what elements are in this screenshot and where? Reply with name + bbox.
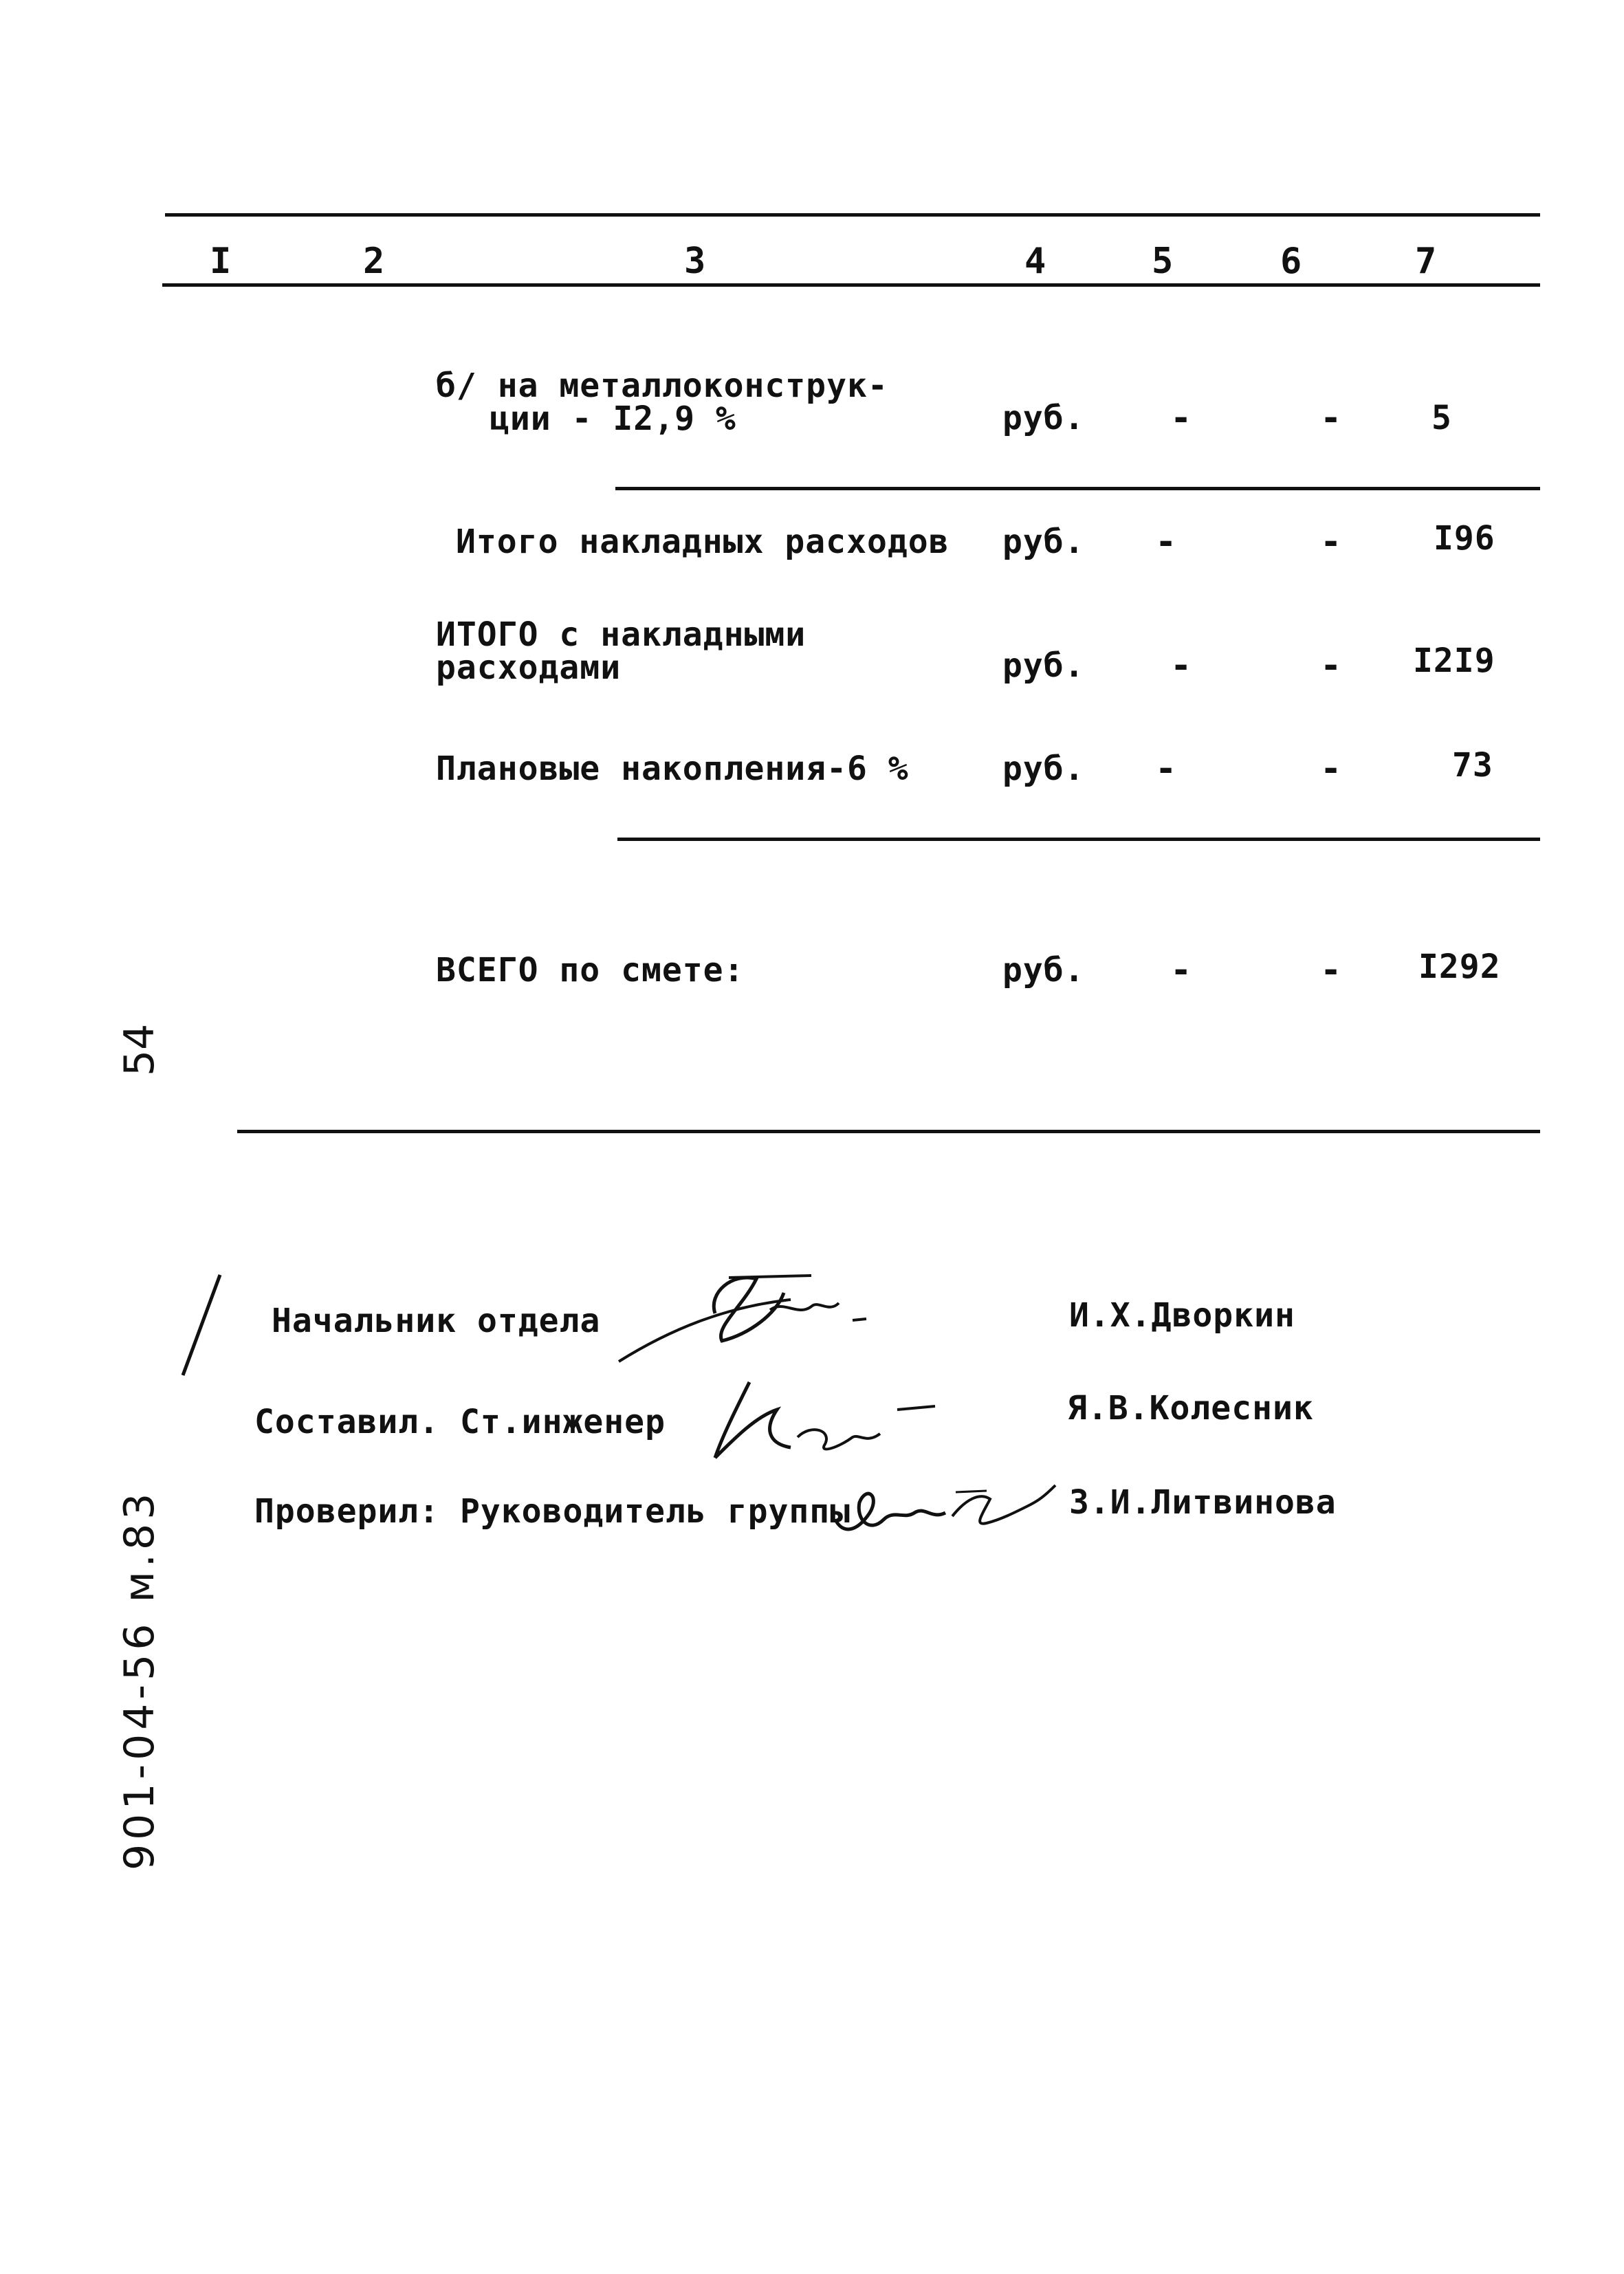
row-col6: - (1320, 950, 1342, 991)
row-name-line2: расходами (436, 648, 622, 687)
signature-role-2: Составил. Ст.инженер (254, 1403, 666, 1441)
row-col5: - (1170, 950, 1192, 991)
row-col6: - (1320, 521, 1342, 562)
row-name-line1: Плановые накопления-6 % (436, 750, 909, 788)
column-header-5: 5 (1152, 241, 1174, 282)
signature-role-3: Проверил: Руководитель группы (254, 1492, 851, 1531)
row-col5: - (1170, 397, 1192, 439)
row-name-line1: ИТОГО с накладными (436, 615, 806, 654)
approval-slash-mark (177, 1272, 232, 1389)
column-header-2: 2 (363, 241, 385, 282)
table-bottom-rule (237, 1130, 1540, 1133)
row-col6: - (1320, 645, 1342, 686)
row-unit: руб. (1002, 399, 1085, 437)
column-header-4: 4 (1024, 241, 1046, 282)
signature-scribble-1 (612, 1251, 901, 1368)
row-name-line1: ВСЕГО по смете: (436, 951, 745, 990)
column-header-6: 6 (1280, 241, 1302, 282)
total-rule (617, 838, 1540, 841)
row-col5: - (1155, 521, 1177, 562)
row-col6: - (1320, 748, 1342, 789)
row-unit: руб. (1002, 646, 1085, 685)
row-name-line1: б/ на металлоконструк- (436, 367, 888, 405)
column-header-7: 7 (1415, 241, 1437, 282)
row-value: 73 (1452, 746, 1493, 785)
row-name-line1: Итого накладных расходов (456, 523, 950, 561)
row-unit: руб. (1002, 951, 1085, 990)
row-unit: руб. (1002, 523, 1085, 561)
signature-scribble-3 (829, 1472, 1062, 1547)
signature-name-3: З.И.Литвинова (1069, 1483, 1337, 1522)
row-unit: руб. (1002, 750, 1085, 788)
header-bottom-rule (162, 283, 1540, 287)
signature-role-1: Начальник отдела (272, 1302, 601, 1340)
signature-name-2: Я.В.Колесник (1067, 1389, 1314, 1428)
row-value: I292 (1418, 948, 1501, 986)
row-name-line2: ции - I2,9 % (490, 400, 736, 438)
row-col5: - (1155, 748, 1177, 789)
table-top-rule (165, 213, 1540, 217)
subtotal-rule (615, 487, 1540, 490)
row-col6: - (1320, 397, 1342, 439)
column-header-3: 3 (684, 241, 706, 282)
row-value: 5 (1431, 399, 1452, 437)
row-value: I2I9 (1413, 642, 1495, 680)
signature-scribble-2 (708, 1368, 956, 1465)
signature-name-1: И.Х.Дворкин (1069, 1296, 1295, 1335)
row-value: I96 (1434, 519, 1495, 558)
document-code: 901-04-56 м.83 (116, 1489, 164, 1870)
column-header-1: I (210, 241, 232, 282)
page-number: 54 (116, 1023, 164, 1076)
row-col5: - (1170, 645, 1192, 686)
